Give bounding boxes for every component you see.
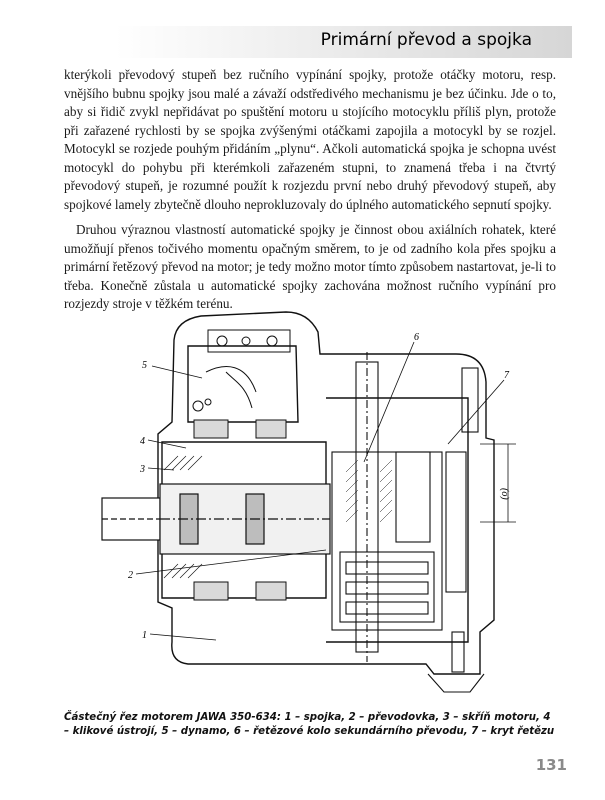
figure-label: 7 [504, 370, 509, 381]
chapter-header [0, 26, 572, 58]
figure-label: 6 [414, 332, 419, 343]
body-text [64, 66, 556, 314]
figure-label: 4 [140, 436, 145, 447]
paragraph: Druhou výraznou vlastností automatické spojky je činnost obou axiálních rohatek, které umožňují přenos točivého momentu opačným směrem, to je od zadního kola přes spojku a primární řetězový převod na motor; je tedy možno motor tímto způsobem nastartovat, je-li to třeba. Konečně zůstala u automatické spojky zachována možnost ručního vypínání pro rozjezdy stroje v těžkém terénu. [64, 222, 556, 311]
chapter-title: Primární převod a spojka [320, 30, 532, 50]
paragraph: kterýkoli převodový stupeň bez ručního vypínání spojky, protože otáčky motoru, resp. vnějšího bubnu spojky jsou malé a závaží odstředivého mechanismu je bez účinku. Jde o to, aby si řidič zvykl nepřidávat po spuštění motoru u stojícího motocyklu příliš plyn, protože při zařazené rychlosti by se spojka zvýšenými otáčkami zapojila a motocykl by se rozjel. Motocykl se rozjede pouhým přidáním „plynu“. Ačkoli automatická spojka je schopna uvést motocykl do pohybu při kterémkoli zařazeném stupni, to znamená třeba i na čtvrtý převodový stupeň, je rozumné použít k rozjezdu první nebo druhý převodový stupeň, aby spojkové lamely zbytečně dlouho neprokluzovaly do úplného automatického sepnutí spojky. [64, 67, 556, 212]
figure-label: 3 [140, 464, 145, 475]
figure-caption: Částečný řez motorem JAWA 350-634: 1 – spojka, 2 – převodovka, 3 – skříň motoru, 4 – klikové ústrojí, 5 – dynamo, 6 – řetězové kolo sekundárního převodu, 7 – kryt řetězu [64, 712, 555, 737]
engine-cross-section-drawing [96, 302, 516, 704]
figure-label: 1 [142, 630, 147, 641]
figure-label: 5 [142, 360, 147, 371]
page-number: 131 [535, 756, 567, 774]
dimension-label: (o) [499, 488, 510, 500]
figure-label: 2 [128, 570, 133, 581]
